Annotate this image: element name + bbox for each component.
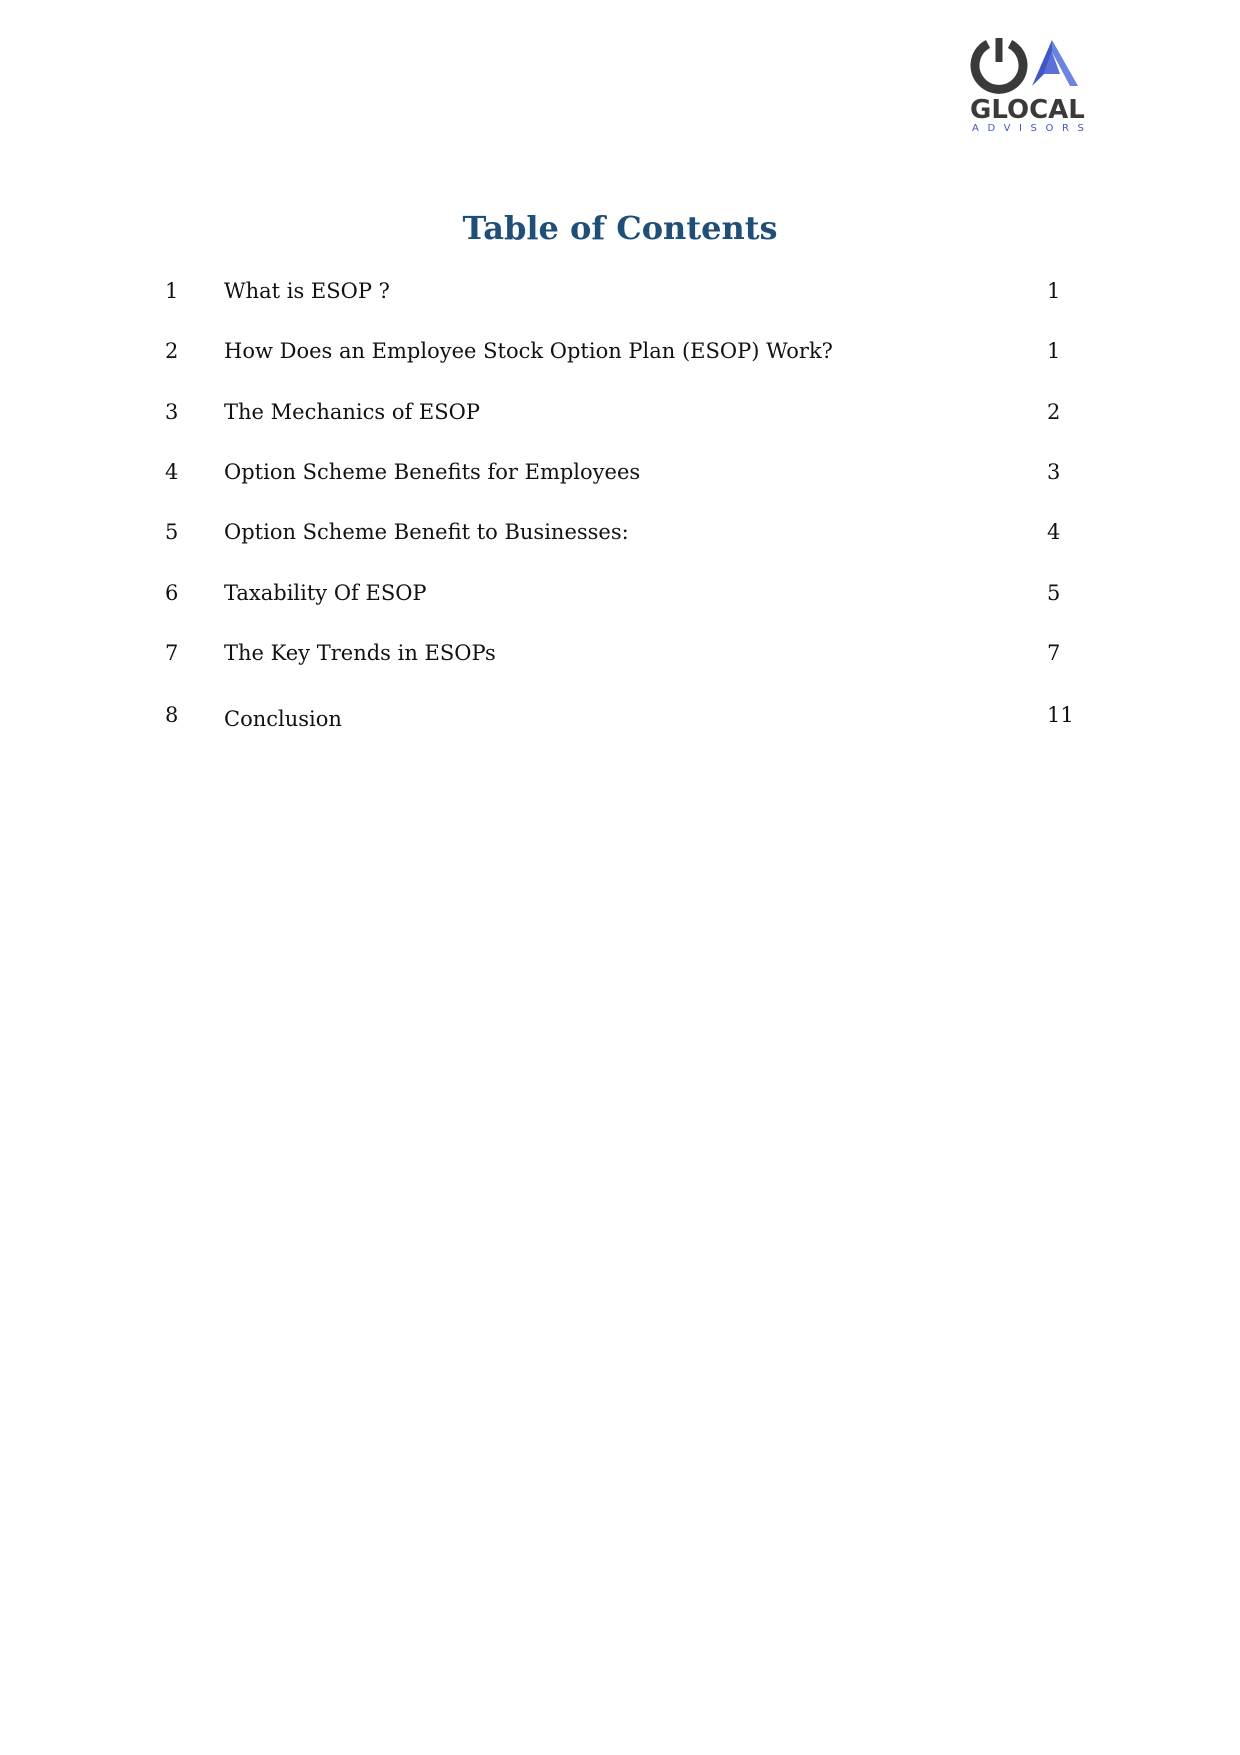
toc-entry-page: 5 bbox=[1047, 581, 1061, 605]
toc-entry-title[interactable]: Conclusion bbox=[224, 707, 342, 731]
toc-entry[interactable] bbox=[0, 457, 1240, 487]
logo-mark-icon bbox=[970, 36, 1090, 98]
page-title: Table of Contents bbox=[462, 209, 778, 247]
toc-entry-page: 2 bbox=[1047, 400, 1061, 424]
toc-entry[interactable] bbox=[0, 700, 1240, 730]
toc-entry[interactable] bbox=[0, 638, 1240, 668]
toc-entry-title[interactable]: Option Scheme Benefit to Businesses: bbox=[224, 520, 629, 544]
toc-entry-title[interactable]: The Key Trends in ESOPs bbox=[224, 641, 496, 665]
toc-entry[interactable] bbox=[0, 578, 1240, 608]
toc-entry-page: 1 bbox=[1047, 279, 1061, 303]
toc-entry-title[interactable]: Taxability Of ESOP bbox=[224, 581, 427, 605]
logo-tagline: ADVISORS bbox=[972, 123, 1093, 134]
toc-entry-title[interactable]: How Does an Employee Stock Option Plan (ESOP) Work? bbox=[224, 339, 833, 363]
logo-name: GLOCAL bbox=[970, 95, 1085, 125]
toc-entry-number: 5 bbox=[165, 520, 179, 544]
toc-entry-number: 6 bbox=[165, 581, 179, 605]
toc-entry-title[interactable]: The Mechanics of ESOP bbox=[224, 400, 480, 424]
toc-entry-page: 11 bbox=[1047, 703, 1074, 727]
toc-entry[interactable] bbox=[0, 397, 1240, 427]
toc-entry[interactable] bbox=[0, 336, 1240, 366]
toc-entry-number: 4 bbox=[165, 460, 179, 484]
toc-entry-page: 4 bbox=[1047, 520, 1061, 544]
toc-entry-number: 3 bbox=[165, 400, 179, 424]
toc-entry-number: 2 bbox=[165, 339, 179, 363]
company-logo bbox=[970, 36, 1093, 136]
toc-entry-page: 7 bbox=[1047, 641, 1061, 665]
toc-entry-number: 1 bbox=[165, 279, 179, 303]
toc-entry-page: 1 bbox=[1047, 339, 1061, 363]
toc-entry-page: 3 bbox=[1047, 460, 1061, 484]
toc-entry-number: 8 bbox=[165, 703, 179, 727]
toc-entry[interactable] bbox=[0, 276, 1240, 306]
toc-entry-title[interactable]: What is ESOP ? bbox=[224, 279, 390, 303]
toc-entry-title[interactable]: Option Scheme Benefits for Employees bbox=[224, 460, 641, 484]
toc-entry-number: 7 bbox=[165, 641, 179, 665]
toc-entry[interactable] bbox=[0, 517, 1240, 547]
